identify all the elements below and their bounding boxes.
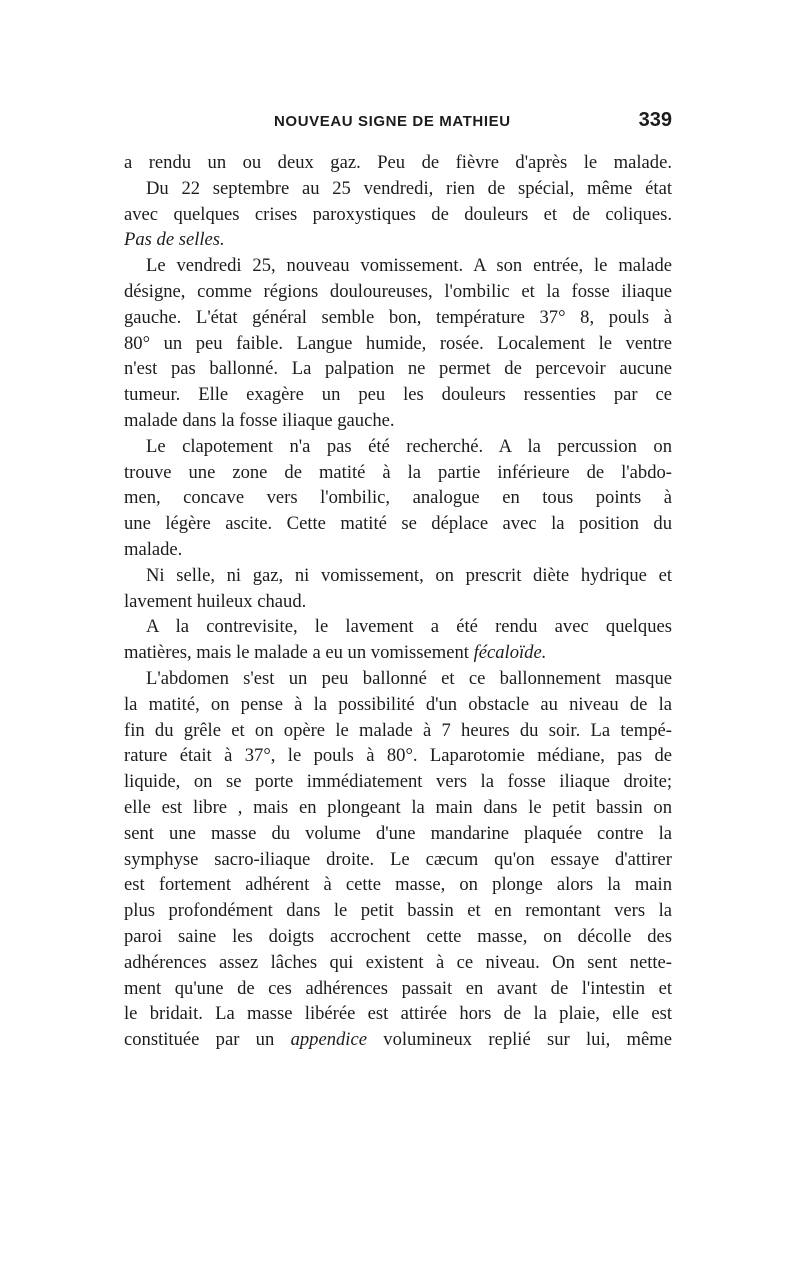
text-line: sent une masse du volume d'une mandarine plaquée contre la bbox=[124, 822, 672, 844]
page-number: 339 bbox=[638, 109, 672, 131]
text-line: Pas de selles. bbox=[124, 229, 225, 251]
text-line: malade. bbox=[124, 538, 183, 560]
text-line bbox=[124, 1027, 672, 1050]
running-title: NOUVEAU SIGNE DE MATHIEU bbox=[274, 113, 511, 130]
text-line: elle est libre , mais en plongeant la main dans le petit bassin on bbox=[124, 796, 672, 818]
text-line: a rendu un ou deux gaz. Peu de fièvre d'après le malade. bbox=[124, 152, 672, 173]
running-head bbox=[132, 109, 672, 139]
text-line: Ni selle, ni gaz, ni vomissement, on prescrit diète hydrique et bbox=[146, 564, 672, 586]
text-line: symphyse sacro-iliaque droite. Le cæcum qu'on essaye d'attirer bbox=[124, 848, 672, 870]
text-line: trouve une zone de matité à la partie inférieure de l'abdo- bbox=[124, 461, 672, 483]
text-line: Le vendredi 25, nouveau vomissement. A son entrée, le malade bbox=[146, 255, 672, 277]
text-line: lavement huileux chaud. bbox=[124, 590, 307, 612]
text-line: men, concave vers l'ombilic, analogue en tous points à bbox=[124, 487, 672, 509]
text-line: rature était à 37°, le pouls à 80°. Laparotomie médiane, pas de bbox=[124, 745, 672, 767]
text-segment: volumineux replié sur lui, même bbox=[383, 1029, 672, 1050]
text-line: malade dans la fosse iliaque gauche. bbox=[124, 409, 395, 431]
italic-term: appendice bbox=[290, 1029, 367, 1050]
text-line: gauche. L'état général semble bon, température 37° 8, pouls à bbox=[124, 306, 672, 328]
text-line: le bridait. La masse libérée est attirée hors de la plaie, elle est bbox=[124, 1003, 672, 1025]
text-line: Le clapotement n'a pas été recherché. A la percussion on bbox=[146, 435, 672, 457]
text-line: adhérences assez lâches qui existent à ce niveau. On sent nette- bbox=[124, 951, 672, 973]
text-segment: constituée par un bbox=[124, 1029, 275, 1050]
italic-term: fécaloïde. bbox=[473, 642, 547, 664]
text-line: plus profondément dans le petit bassin et en remontant vers la bbox=[124, 900, 672, 922]
text-line: avec quelques crises paroxystiques de douleurs et de coliques. bbox=[124, 203, 672, 225]
text-line: paroi saine les doigts accrochent cette masse, on décolle des bbox=[124, 925, 672, 947]
text-line: fin du grêle et on opère le malade à 7 heures du soir. La tempé- bbox=[124, 719, 672, 741]
text-line: n'est pas ballonné. La palpation ne permet de percevoir aucune bbox=[124, 358, 672, 380]
text-line: A la contrevisite, le lavement a été rendu avec quelques bbox=[146, 616, 672, 638]
text-line: liquide, on se porte immédiatement vers la fosse iliaque droite; bbox=[124, 771, 672, 793]
text-line: Du 22 septembre au 25 vendredi, rien de spécial, même état bbox=[146, 177, 672, 199]
text-line: est fortement adhérent à cette masse, on plonge alors la main bbox=[124, 874, 672, 896]
text-segment: matières, mais le malade a eu un vomissement bbox=[124, 642, 469, 664]
text-line: ment qu'une de ces adhérences passait en avant de l'intestin et bbox=[124, 977, 672, 999]
text-line: désigne, comme régions douloureuses, l'ombilic et la fosse iliaque bbox=[124, 280, 672, 302]
text-line: 80° un peu faible. Langue humide, rosée. Localement le ventre bbox=[124, 332, 672, 354]
body-text bbox=[124, 150, 672, 1050]
text-line: tumeur. Elle exagère un peu les douleurs ressenties par ce bbox=[124, 384, 672, 406]
text-line: une légère ascite. Cette matité se déplace avec la position du bbox=[124, 513, 672, 535]
text-line bbox=[124, 640, 672, 666]
text-line: la matité, on pense à la possibilité d'un obstacle au niveau de la bbox=[124, 693, 672, 715]
text-line: L'abdomen s'est un peu ballonné et ce ballonnement masque bbox=[146, 667, 672, 689]
